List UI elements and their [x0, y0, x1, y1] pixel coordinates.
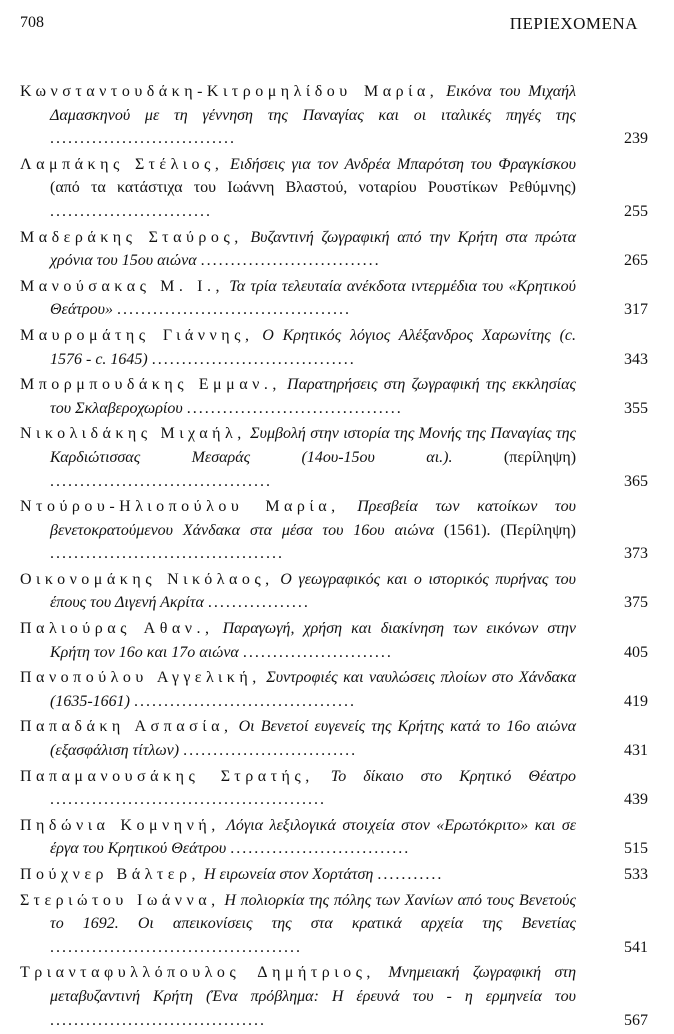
entry-author: Λαμπάκης Στέλιος,: [20, 155, 224, 173]
toc-entry: [20, 568, 648, 615]
entry-page: 515: [624, 840, 648, 858]
leader-dots: ..............................................: [50, 791, 326, 809]
entry-author: Πανοπούλου Αγγελική,: [20, 669, 261, 687]
entry-title: Παρατηρήσεις στη ζωγραφική της εκκλησίας του Σκλαβεροχωρίου: [50, 376, 576, 417]
leader-dots: .........................: [242, 643, 393, 661]
leader-dots: ...........................: [50, 202, 212, 220]
toc-entry: [20, 961, 648, 1032]
entry-page: 373: [624, 545, 648, 563]
leader-dots: ...............................: [50, 130, 236, 148]
entry-page: 375: [624, 594, 648, 612]
entry-page: 365: [624, 472, 648, 490]
entry-title: Οι Βενετοί ευγενείς της Κρήτης κατά το 16ο αιώνα (εξασφάλιση τίτλων): [50, 718, 577, 760]
leader-dots: ..............................: [230, 840, 411, 858]
entry-page: 265: [624, 252, 648, 270]
toc-entry: [20, 715, 648, 762]
leader-dots: ..................................: [151, 350, 356, 368]
entry-page: 255: [624, 202, 648, 220]
toc-entry: [20, 765, 648, 812]
entry-note: (1561). (Περίληψη): [443, 521, 577, 539]
entry-title: Η πολιορκία της πόλης των Χανίων από τους Βενετούς το 1692. Οι απεικονίσεις της στα κρατικά αρχεία της Βενετίας: [50, 891, 577, 933]
entry-page: 355: [624, 399, 648, 417]
entry-author: Πούχνερ Βάλτερ,: [20, 866, 200, 883]
contents-list: [20, 80, 648, 1034]
entry-page: 533: [624, 866, 648, 883]
entry-author: Ντούρου-Ηλιοπούλου Μαρία,: [20, 498, 340, 516]
toc-entry: [20, 153, 648, 224]
leader-dots: ...........: [377, 866, 444, 883]
entry-page: 405: [624, 643, 648, 661]
toc-entry: [20, 275, 648, 322]
entry-title: Το δίκαιο στο Κρητικό Θέατρο: [330, 767, 577, 785]
entry-author: Μαδεράκης Σταύρος,: [20, 228, 243, 246]
entry-author: Κωνσταντουδάκη-Κιτρομηλίδου Μαρία,: [20, 83, 439, 100]
running-title: ΠΕΡΙΕΧΟΜΕΝΑ: [509, 14, 638, 33]
entry-page: 239: [624, 130, 648, 148]
toc-entry: [20, 814, 648, 861]
toc-entry: [20, 226, 648, 273]
toc-entry: [20, 324, 648, 371]
entry-page: 317: [624, 301, 648, 319]
entry-title: Ειδήσεις για τον Ανδρέα Μπαρότση του Φραγκίσκου: [230, 155, 577, 173]
page-number: 708: [20, 14, 44, 31]
leader-dots: ....................................: [186, 399, 403, 417]
leader-dots: .....................................: [50, 472, 272, 490]
entry-title: Πρεσβεία των κατοίκων του βενετοκρατούμενου Χάνδακα στα μέσα του 16ου αιώνα: [50, 498, 576, 539]
entry-page: 431: [624, 742, 648, 760]
toc-entry: [20, 422, 648, 493]
entry-page: 541: [624, 938, 648, 956]
entry-title: Παραγωγή, χρήση και διακίνηση των εικόνων στην Κρήτη τον 16ο και 17ο αιώνα: [50, 620, 576, 661]
leader-dots: .......................................: [50, 545, 284, 563]
entry-author: Τριανταφυλλόπουλος Δημήτριος,: [20, 964, 375, 982]
entry-author: Μπορμπουδάκης Εμμαν.,: [20, 376, 281, 394]
toc-entry: [20, 80, 648, 151]
entry-author: Μανούσακας Μ. Ι.,: [20, 277, 224, 295]
entry-title: Συμβολή στην ιστορία της Μονής της Παναγίας της Καρδιώτισσας Μεσαράς (14ου-15ου αι.).: [50, 425, 577, 466]
toc-entry: [20, 373, 648, 420]
entry-title: Εικόνα του Μιχαήλ Δαμασκηνού με τη γέννηση της Παναγίας και οι ιταλικές πηγές της: [50, 83, 577, 124]
entry-author: Νικολιδάκης Μιχαήλ,: [20, 425, 246, 443]
entry-title: Βυζαντινή ζωγραφική από την Κρήτη στα πρώτα χρόνια του 15ου αιώνα: [50, 228, 576, 270]
toc-entry: [20, 863, 648, 887]
toc-entry: [20, 495, 648, 566]
entry-author: Παλιούρας Αθαν.,: [20, 620, 214, 638]
leader-dots: ....................................: [50, 1011, 266, 1029]
entry-title: Τα τρία τελευταία ανέκδοτα ιντερμέδια του «Κρητικού Θεάτρου»: [50, 277, 576, 319]
entry-author: Οικονομάκης Νικόλαος,: [20, 570, 274, 588]
entry-title: Ο γεωγραφικός και ο ιστορικός πυρήνας του έπους του Διγενή Ακρίτα: [50, 570, 577, 612]
leader-dots: .......................................: [117, 301, 352, 319]
toc-entry: [20, 666, 648, 713]
leader-dots: ..........................................: [50, 938, 302, 956]
leader-dots: .................: [207, 594, 310, 612]
entry-note: (περίληψη): [503, 448, 577, 466]
entry-page: 439: [624, 791, 648, 809]
leader-dots: .............................: [183, 742, 358, 760]
leader-dots: ..............................: [200, 252, 381, 270]
entry-author: Μαυρομάτης Γιάννης,: [20, 326, 254, 344]
toc-entry: [20, 617, 648, 664]
entry-note: (από τα κατάστιχα του Ιωάννη Βλαστού, νοταρίου Ρουστίκων Ρεθύμνης): [50, 179, 576, 197]
entry-title: Λόγια λεξιλογικά στοιχεία στον «Ερωτόκριτο» και σε έργα του Κρητικού Θεάτρου: [50, 816, 577, 858]
entry-title: Η ειρωνεία στον Χορτάτση: [203, 866, 374, 883]
entry-page: 419: [624, 692, 648, 710]
entry-title: Ο Κρητικός λόγιος Αλέξανδρος Χαρωνίτης (c. 1576 - c. 1645): [50, 326, 576, 368]
entry-author: Παπαδάκη Ασπασία,: [20, 718, 233, 736]
entry-author: Παπαμανουσάκης Στρατής,: [20, 767, 314, 785]
toc-entry: [20, 889, 648, 960]
entry-title: Συντροφιές και ναυλώσεις πλοίων στο Χάνδακα (1635-1661): [50, 669, 577, 710]
leader-dots: .....................................: [133, 692, 356, 710]
entry-author: Πηδώνια Κομνηνή,: [20, 816, 220, 834]
entry-page: 343: [624, 350, 648, 368]
entry-author: Στεριώτου Ιωάννα,: [20, 891, 220, 909]
entry-page: 567: [624, 1011, 648, 1029]
entry-title: Μνημειακή ζωγραφική στη μεταβυζαντινή Κρήτη (Ένα πρόβλημα: Η έρευνά του - η ερμηνεία του: [50, 964, 577, 1005]
